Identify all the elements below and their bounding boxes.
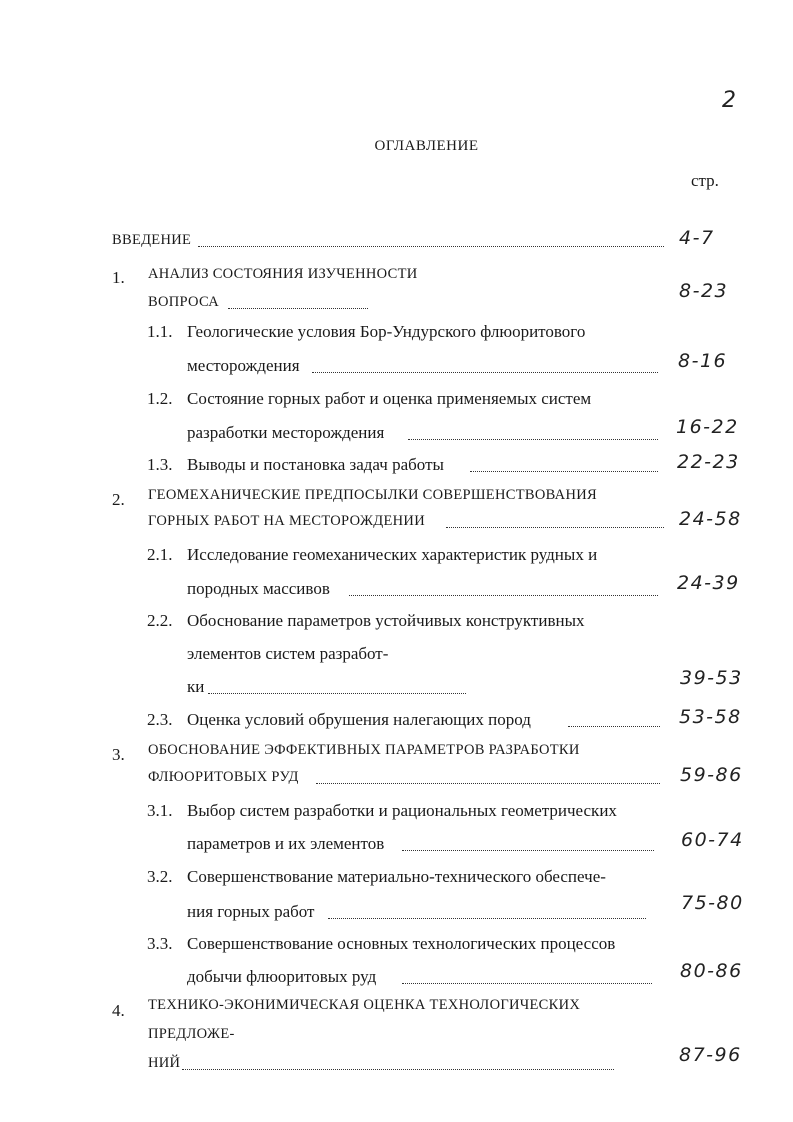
entry-title-line1: Совершенствование материально-технического обеспече-: [187, 867, 606, 886]
entry-number: 1.3.: [147, 455, 173, 474]
entry-title-line1: Выбор систем разработки и рациональных геометрических: [187, 801, 617, 820]
entry-title-line2: элементов систем разработ-: [187, 644, 389, 663]
entry-number: 2.1.: [147, 545, 173, 564]
entry-title-line2: месторождения: [187, 356, 300, 375]
page-number: 2: [722, 88, 738, 113]
entry-number: 2.2.: [147, 611, 173, 630]
entry-number: 2.: [112, 490, 125, 509]
entry-pages: 53-58: [679, 706, 742, 728]
entry-title-line2: разработки месторождения: [187, 423, 385, 442]
entry-number: 3.1.: [147, 801, 173, 820]
entry-pages: 59-86: [680, 764, 743, 786]
dot-leader: [328, 918, 646, 919]
entry-title-line2: ГОРНЫХ РАБОТ НА МЕСТОРОЖДЕНИИ: [148, 513, 425, 529]
entry-number: 3.: [112, 745, 125, 764]
dot-leader: [349, 595, 658, 596]
entry-title-line1: ОБОСНОВАНИЕ ЭФФЕКТИВНЫХ ПАРАМЕТРОВ РАЗРАБОТКИ: [148, 742, 580, 758]
entry-number: 1.2.: [147, 389, 173, 408]
entry-pages: 60-74: [681, 829, 744, 851]
entry-number: 3.2.: [147, 867, 173, 886]
entry-pages: 39-53: [680, 667, 743, 689]
entry-title-line2: добычи флюоритовых руд: [187, 967, 377, 986]
entry-pages: 22-23: [677, 451, 740, 473]
entry-pages: 4-7: [679, 227, 715, 249]
toc-title: ОГЛАВЛЕНИЕ: [374, 138, 479, 154]
entry-number: 1.: [112, 268, 125, 287]
dot-leader: [402, 850, 654, 851]
entry-pages: 24-58: [679, 508, 742, 530]
entry-title-line1: Геологические условия Бор-Ундурского флюоритового: [187, 322, 586, 341]
dot-leader: [182, 1069, 614, 1070]
entry-title-line1: АНАЛИЗ СОСТОЯНИЯ ИЗУЧЕННОСТИ: [148, 266, 418, 282]
entry-title-line1: Оценка условий обрушения налегающих пород: [187, 710, 531, 729]
pages-column-header: стр.: [691, 171, 719, 190]
entry-title-line1: Выводы и постановка задач работы: [187, 455, 444, 474]
entry-title-line1: ТЕХНИКО-ЭКОНИМИЧЕСКАЯ ОЦЕНКА ТЕХНОЛОГИЧЕСКИХ: [148, 997, 581, 1013]
entry-pages: 24-39: [677, 572, 740, 594]
entry-title-line2: ФЛЮОРИТОВЫХ РУД: [148, 769, 299, 785]
dot-leader: [402, 983, 652, 984]
entry-title: ВВЕДЕНИЕ: [112, 232, 192, 248]
dot-leader: [312, 372, 658, 373]
entry-title-line1: Исследование геомеханических характеристик рудных и: [187, 545, 598, 564]
entry-number: 2.3.: [147, 710, 173, 729]
entry-number: 3.3.: [147, 934, 173, 953]
entry-number: 1.1.: [147, 322, 173, 341]
dot-leader: [446, 527, 664, 528]
entry-title-line2: ния горных работ: [187, 902, 315, 921]
entry-number: 4.: [112, 1001, 125, 1020]
entry-pages: 87-96: [679, 1044, 742, 1066]
entry-pages: 16-22: [676, 416, 739, 438]
dot-leader: [568, 726, 660, 727]
entry-title-line2: ПРЕДЛОЖЕ-: [148, 1026, 235, 1042]
entry-title-line2: параметров и их элементов: [187, 834, 385, 853]
entry-title-line1: Совершенствование основных технологических процессов: [187, 934, 616, 953]
entry-title-line1: Состояние горных работ и оценка применяемых систем: [187, 389, 592, 408]
entry-title-line3: НИЙ: [148, 1055, 181, 1071]
entry-pages: 8-16: [678, 350, 728, 372]
entry-title-line1: ГЕОМЕХАНИЧЕСКИЕ ПРЕДПОСЫЛКИ СОВЕРШЕНСТВОВАНИЯ: [148, 487, 597, 503]
entry-title-line2: породных массивов: [187, 579, 330, 598]
entry-pages: 75-80: [681, 892, 744, 914]
dot-leader: [470, 471, 658, 472]
entry-pages: 8-23: [679, 280, 729, 302]
dot-leader: [198, 246, 664, 247]
dot-leader: [316, 783, 660, 784]
dot-leader: [228, 308, 368, 309]
entry-title-line1: Обоснование параметров устойчивых конструктивных: [187, 611, 585, 630]
dot-leader: [408, 439, 658, 440]
dot-leader: [208, 693, 466, 694]
entry-pages: 80-86: [680, 960, 743, 982]
entry-title-line2: ВОПРОСА: [148, 294, 220, 310]
entry-title-line3: ки: [187, 677, 205, 696]
